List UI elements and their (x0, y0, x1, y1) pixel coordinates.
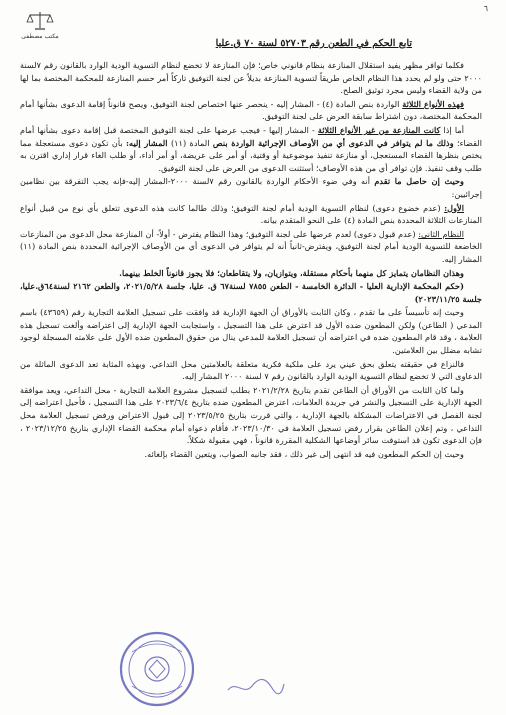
text-run: وذلك ما لم يتوافر في الدعوى أي من الأوصاف الإجرائية الواردة بنص (212, 137, 454, 148)
signature-scribble (226, 676, 286, 698)
judgment-header: تابع الحكم في الطعن رقم ٥٢٧٠٣ لسنة ٧٠ ق.عليا (215, 38, 412, 49)
text-run: (عدم خضوع دعوى) لنظام التسوية الودية أمام لجنة التوفيق؛ وذلك طالما كانت هذه الدعوى تتعلق بأي نوع من قبيل أنواع المنازعات الثلاثة المحددة بنص المادة (٤) على النحو المتقدم بيانه. (20, 202, 482, 226)
text-run: أنه وفي ضوء الأحكام الواردة بالقانون رقم ٧لسنة ٢٠٠٠-المشار إليه-فإنه يجب التفرقة بين نظامين إجرائيين: (20, 176, 482, 199)
text-run: الأول: (444, 202, 464, 213)
firm-logo (20, 10, 60, 40)
paragraph-p10 (20, 358, 482, 383)
text-run: ولما كان الثابت من الأوراق أن الطاعن تقدم بتاريخ ٢٠٢١/٢/٢٨ بطلب لتسجيل مشروع العلامة التجارية - محل التداعي، ويعد موافقة الجهة الإدارية على التسجيل والنشر في جريدة العلامات، اعترض المطعون ضده بتاريخ ٢٠٢٣/٦/٤ على هذا التسجيل ، فأحيل اعتراضه إلى لجنة الفصل في الاعتراضات المشكلة بالجهة الإدارية ، والتي قررت بتاريخ ٢٠٢٣/٥/٢٥ إلى قبول الاعتراض ورفض تسجيل العلامة محل التداعي ، وتم إعلان الطاعن بقرار رفض تسجيل العلامة في ٢٠٢٣/١٠/٣٠، فأقام دعواه أمام محكمة القضاء الإداري بتاريخ ٢٠٢٣/١٢/٢٥ ، فإن الدعوى تكون قد استوفت سائر أوضاعها الشكلية المقررة قانوناً ، فهي مقبولة شكلاً. (20, 384, 483, 446)
text-run: المشار إليه: (126, 137, 168, 148)
paragraph-p5 (20, 202, 482, 227)
text-run: كانت المنازعة من غير الأنواع الثلاثة (317, 124, 441, 135)
paragraph-p7 (20, 267, 482, 280)
paragraph-p4 (20, 175, 482, 200)
text-run: أما إذا (440, 124, 464, 135)
text-run: الواردة بنص المادة (٤) - المشار إليه - ينحصر عنها اختصاص لجنة التوفيق، ويصح قانوناً إقامة الدعوى بشأنها أمام المحكمة المختصة، دون اشتراط سابقة العرض على لجنة التوفيق. (20, 98, 482, 122)
paragraph-p2 (20, 98, 482, 123)
paragraph-p3 (20, 124, 482, 174)
text-run: النظام الثاني: (418, 228, 464, 239)
text-run: فهذه الأنواع الثلاثة (402, 98, 464, 109)
judgment-body (20, 59, 482, 460)
paragraph-p6 (20, 228, 482, 266)
court-seal (118, 630, 196, 708)
text-run: (عدم قبول دعوى) لعدم عرضها على لجنة التوفيق؛ وهذا النظام يفترض - أولاً- أن المنازعة محل الدعوى من المنازعات الخاضعة للتسوية الودية أمام لجنة التوفيق، ويفترض-ثانياً أنه لم يتوافر في الدعوى أي من الأوصاف الإجرائية المحددة بنص المادة (١١) المشار إليه. (20, 228, 482, 264)
text-run: وحيث إنه تأسيساً على ما تقدم ، وكان الثابت بالأوراق أن الجهة الإدارية قد وافقت على تسجيل العلامة التجارية رقم (٤٣٦٥٩) باسم المدعي ( الطاعن) ولكن المطعون ضده الأول قد اعترض على هذا التسجيل ، واستجابت الجهة الإدارية إلى اعتراضه وألغت تسجيل هذه العلامة ، وقد قام المطعون ضده في اعتراضه أن تسجيل العلامة للمدعي ينال من حقوق المطعون ضده الأول على علامته المسجلة لوجود تشابه مضلل بين العلامتين. (20, 307, 482, 356)
paragraph-p11 (20, 384, 482, 447)
logo-caption: مكتب مصطفى (21, 33, 59, 40)
text-run: المادة (١١) (167, 137, 213, 148)
text-run: بأن تكون دعوى مستعجلة مما يختص بنظرها القضاء المستعجل، أو منازعة تنفيذ موضوعية أو وقتية، أو أمر على عريضة، أو أمر أداء، أو طلب الغاء قرار إداري اقترن به طلب وقف تنفيذ. فإن توافر أي من هذه الأوصاف؛ أستثنت الدعوى من العرض على لجنة التوفيق. (20, 137, 482, 173)
paragraph-p1 (20, 59, 482, 97)
seal-icon (118, 630, 196, 708)
paragraph-p8 (20, 280, 482, 305)
text-run: - المشار إليها - فيجب عرضها على لجنة التوفيق المختصة قبل إقامة دعوى بشأنها أمام القضاء؛ (20, 124, 482, 148)
paragraph-p12 (20, 448, 482, 461)
text-run: وحيث إن حاصل ما تقدم (374, 176, 464, 187)
text-run: وحيث إن الحكم المطعون فيه قد انتهى إلى غير ذلك ، فقد جانبه الصواب، ويتعين القضاء بإلغائه. (144, 448, 464, 459)
text-run: فالنزاع في حقيقته يتعلق بحق عيني يرد على ملكية فكرية متعلقة بالعلامتين محل التداعي. وبهذه المثابة تعد الدعوى الماثلة من الدعاوى التي لا تخضع لنظام التسوية الودية الوارد بالقانون رقم ٧ لسنة ٢٠٠٠ المشار إليه. (20, 358, 482, 382)
page-number: ٦ (483, 4, 488, 13)
scales-icon (25, 10, 55, 32)
text-run: وهذان النظامان يتمايز كل منهما بأحكام مستقلة، ويتوازيان، ولا يتقاطعان؛ فلا يجوز قانوناً الخلط بينهما. (119, 267, 464, 278)
paragraph-p9 (20, 306, 482, 356)
text-run: فكلما توافر مظهر يفيد استقلال المنازعة بنظام قانوني خاص؛ فإن المنازعة لا تخضع لنظام التسوية الودية الوارد بالقانون رقم ٧لسنة ٢٠٠٠ حتى ولو لم يحدد هذا النظام الخاص طريقاً لتسوية المنازعة بديلاً عن لجنة التوفيق تاركاً أمر حسم المنازعة للمحكمة المختصة بما لها من ولاية القضاء وليس مجرد توثيق الصلح. (20, 60, 482, 96)
text-run: (حكم المحكمة الإدارية العليا - الدائرة الخامسة - الطعن ٧٨٥٥ لسنة٦٧ ق. عليا، جلسة ٢٠٢١/٥/٢٨، والطعن ٢١٦٢ لسنة٦٤ق.عليا، جلسة ٢٠٢٣/١١/٢٥) (20, 281, 482, 304)
